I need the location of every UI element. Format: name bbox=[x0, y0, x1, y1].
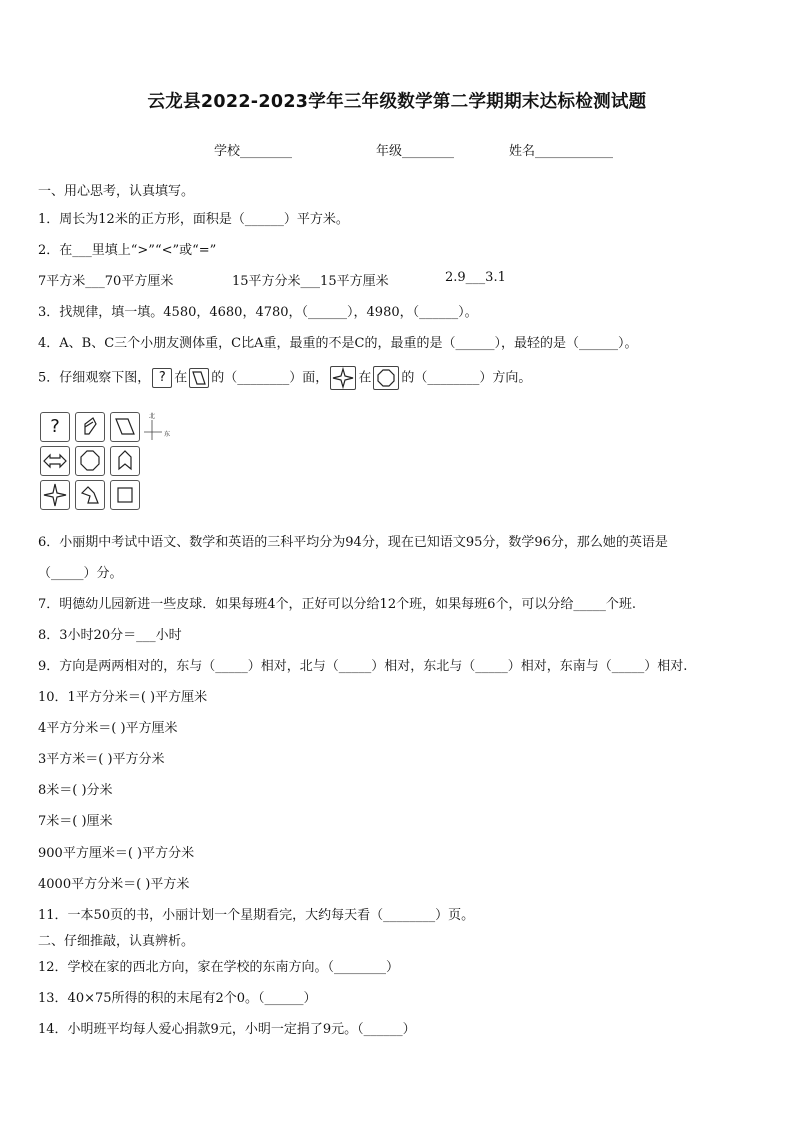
grade-field: 年级________ bbox=[376, 144, 455, 159]
question-9: 9．方向是两两相对的，东与（_____）相对，北与（_____）相对，东北与（_____）相对，东南与（_____）相对. bbox=[38, 659, 688, 674]
question-13: 13．40×75所得的积的末尾有2个0。（______） bbox=[38, 991, 317, 1006]
double-arrow-icon bbox=[40, 446, 70, 476]
q5-mid1: 的（________）面， bbox=[211, 370, 329, 386]
question-mark-icon: ? bbox=[40, 412, 70, 442]
question-10: 10．1平方分米＝( )平方厘米 bbox=[38, 690, 208, 705]
question-2a: 7平方米___70平方厘米 bbox=[38, 274, 174, 289]
section-heading-2: 二、仔细推敲，认真辨析。 bbox=[38, 934, 195, 949]
pentagon-notch-icon bbox=[110, 446, 140, 476]
question-10-g: 4000平方分米＝( )平方米 bbox=[38, 877, 190, 892]
q5-end: 的（________）方向。 bbox=[401, 370, 532, 386]
parallelogram-icon bbox=[110, 412, 140, 442]
question-10-e: 7米＝( )厘米 bbox=[38, 814, 113, 829]
compass-north-label: 北 bbox=[149, 413, 156, 420]
question-10-b: 4平方分米＝( )平方厘米 bbox=[38, 721, 178, 736]
four-point-star-icon bbox=[330, 366, 356, 390]
q5-start: 5．仔细观察下图， bbox=[38, 370, 151, 386]
question-10-d: 8米＝( )分米 bbox=[38, 783, 113, 798]
compass-icon bbox=[142, 414, 170, 442]
leaf-shape-icon bbox=[75, 412, 105, 442]
question-2: 2．在___里填上“>”“<”或“=” bbox=[38, 243, 217, 258]
question-5 bbox=[38, 366, 531, 390]
question-2b: 15平方分米___15平方厘米 bbox=[232, 274, 389, 289]
question-7: 7．明德幼儿园新进一些皮球．如果每班4个，正好可以分给12个班，如果每班6个，可以分给_____个班. bbox=[38, 597, 636, 612]
question-3: 3．找规律，填一填。4580，4680，4780，（______），4980，（______）。 bbox=[38, 305, 478, 320]
question-10-c: 3平方米＝( )平方分米 bbox=[38, 752, 165, 767]
question-14: 14．小明班平均每人爱心捐款9元，小明一定捐了9元。（______） bbox=[38, 1022, 416, 1037]
q5-at1: 在 bbox=[174, 370, 188, 386]
hook-shape-icon bbox=[75, 480, 105, 510]
octagon-icon bbox=[373, 366, 399, 390]
question-mark-icon: ? bbox=[152, 368, 172, 388]
question-6-cont: （_____）分。 bbox=[38, 566, 123, 581]
question-2c: 2.9___3.1 bbox=[445, 270, 506, 285]
question-8: 8．3小时20分＝___小时 bbox=[38, 628, 182, 643]
octagon-icon bbox=[75, 446, 105, 476]
question-4: 4．A、B、C三个小朋友测体重，C比A重，最重的不是C的，最重的是（______），最轻的是（______）。 bbox=[38, 336, 638, 351]
four-point-star-icon bbox=[40, 480, 70, 510]
parallelogram-icon bbox=[189, 368, 209, 388]
page-title: 云龙县2022-2023学年三年级数学第二学期期末达标检测试题 bbox=[147, 92, 647, 112]
section-heading-1: 一、用心思考，认真填写。 bbox=[38, 184, 195, 199]
q5-at2: 在 bbox=[358, 370, 372, 386]
question-11: 11．一本50页的书，小丽计划一个星期看完，大约每天看（________）页。 bbox=[38, 908, 475, 923]
name-field: 姓名____________ bbox=[509, 144, 614, 159]
school-field: 学校________ bbox=[214, 144, 293, 159]
compass-east-label: 东 bbox=[164, 431, 171, 438]
question-1: 1．周长为12米的正方形，面积是（______）平方米。 bbox=[38, 212, 349, 227]
question-6: 6．小丽期中考试中语文、数学和英语的三科平均分为94分，现在已知语文95分，数学96分，那么她的英语是 bbox=[38, 535, 668, 550]
square-icon bbox=[110, 480, 140, 510]
question-12: 12．学校在家的西北方向，家在学校的东南方向。（________） bbox=[38, 960, 400, 975]
question-10-f: 900平方厘米＝( )平方分米 bbox=[38, 846, 195, 861]
